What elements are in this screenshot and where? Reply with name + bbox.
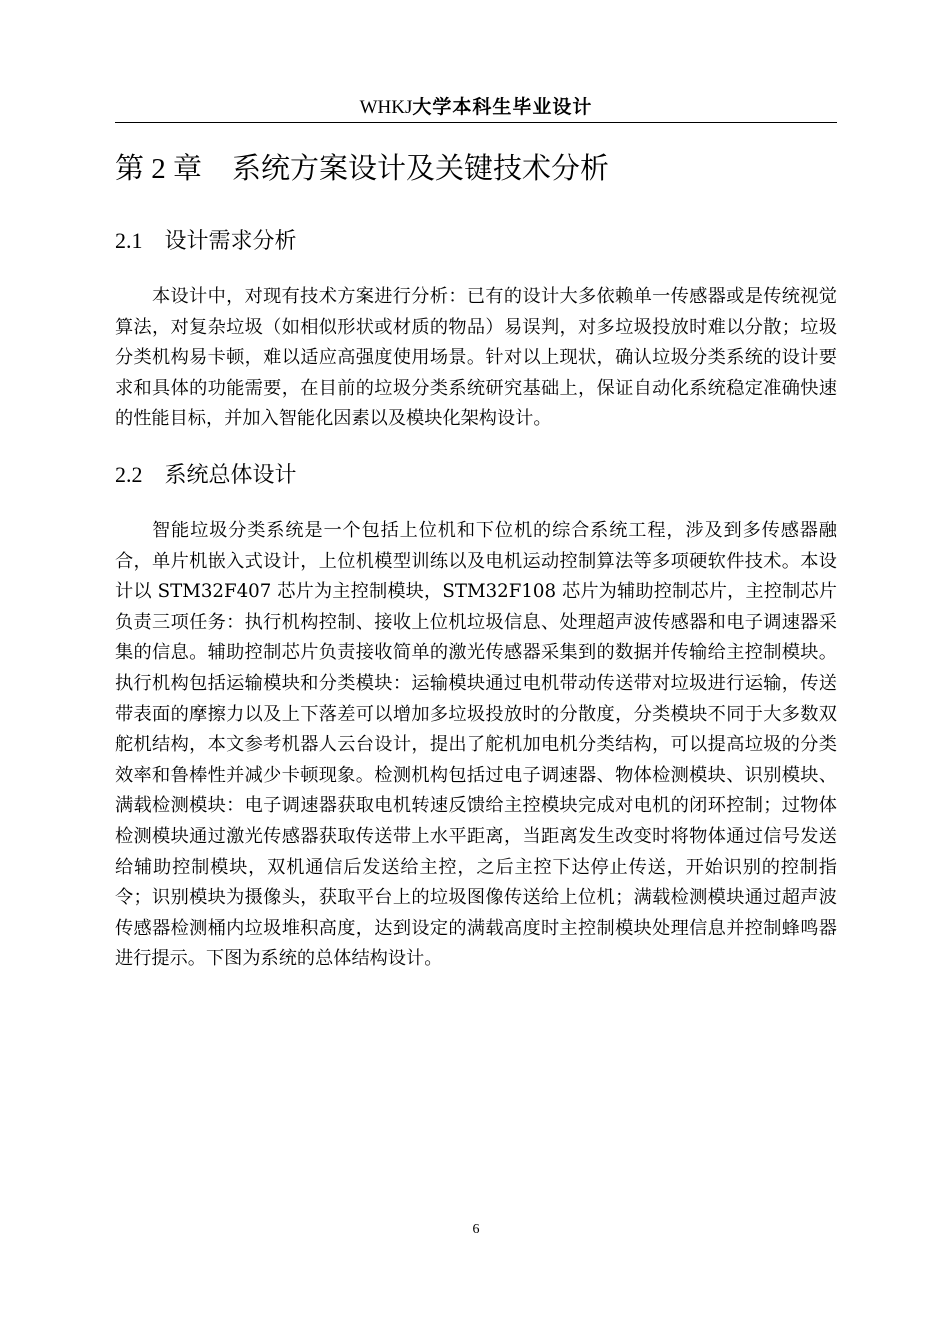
chapter-number: 第 2 章 bbox=[115, 153, 203, 185]
paragraph-2-1: 本设计中，对现有技术方案进行分析：已有的设计大多依赖单一传感器或是传统视觉算法，对复杂垃圾（如相似形状或材质的物品）易误判，对多垃圾投放时难以分散；垃圾分类机构易卡顿，难以适应高强度使用场景。针对以上现状，确认垃圾分类系统的设计要求和具体的功能需要，在目前的垃圾分类系统研究基础上，保证自动化系统稳定准确快速的性能目标，并加入智能化因素以及模块化架构设计。 bbox=[115, 286, 837, 430]
section-title: 设计需求分析 bbox=[164, 229, 297, 254]
section-number: 2.2 bbox=[115, 462, 143, 487]
header-divider bbox=[115, 122, 837, 123]
header-title: 大学本科生毕业设计 bbox=[412, 96, 593, 118]
section-number: 2.1 bbox=[115, 228, 143, 253]
section-title: 系统总体设计 bbox=[164, 463, 297, 488]
paragraph-2-2: 智能垃圾分类系统是一个包括上位机和下位机的综合系统工程，涉及到多传感器融合，单片机嵌入式设计，上位机模型训练以及电机运动控制算法等多项硬软件技术。本设计以 STM32F407 芯片为主控制模块，STM32F108 芯片为辅助控制芯片，主控制芯片负责三项任务：执行机构控制、接收上位机垃圾信息、处理超声波传感器和电子调速器采集的信息。辅助控制芯片负责接收简单的激光传感器采集到的数据并传输给主控制模块。执行机构包括运输模块和分类模块：运输模块通过电机带动传送带对垃圾进行运输，传送带表面的摩擦力以及上下落差可以增加多垃圾投放时的分散度，分类模块不同于大多数双舵机结构，本文参考机器人云台设计，提出了舵机加电机分类结构，可以提高垃圾的分类效率和鲁棒性并减少卡顿现象。检测机构包括过电子调速器、物体检测模块、识别模块、满载检测模块：电子调速器获取电机转速反馈给主控模块完成对电机的闭环控制；过物体检测模块通过激光传感器获取传送带上水平距离，当距离发生改变时将物体通过信号发送给辅助控制模块，双机通信后发送给主控，之后主控下达停止传送，开始识别的控制指令；识别模块为摄像头，获取平台上的垃圾图像传送给上位机；满载检测模块通过超声波传感器检测桶内垃圾堆积高度，达到设定的满载高度时主控制模块处理信息并控制蜂鸣器进行提示。下图为系统的总体结构设计。 bbox=[115, 520, 837, 970]
running-header bbox=[115, 92, 837, 119]
header-code: WHKJ bbox=[359, 97, 413, 118]
page-number: 6 bbox=[472, 1222, 480, 1237]
chapter-title: 系统方案设计及关键技术分析 bbox=[232, 151, 610, 185]
section-heading-2-1 bbox=[115, 224, 297, 255]
section-heading-2-2 bbox=[115, 458, 297, 489]
document-page bbox=[115, 0, 837, 1344]
chapter-heading bbox=[115, 146, 609, 187]
